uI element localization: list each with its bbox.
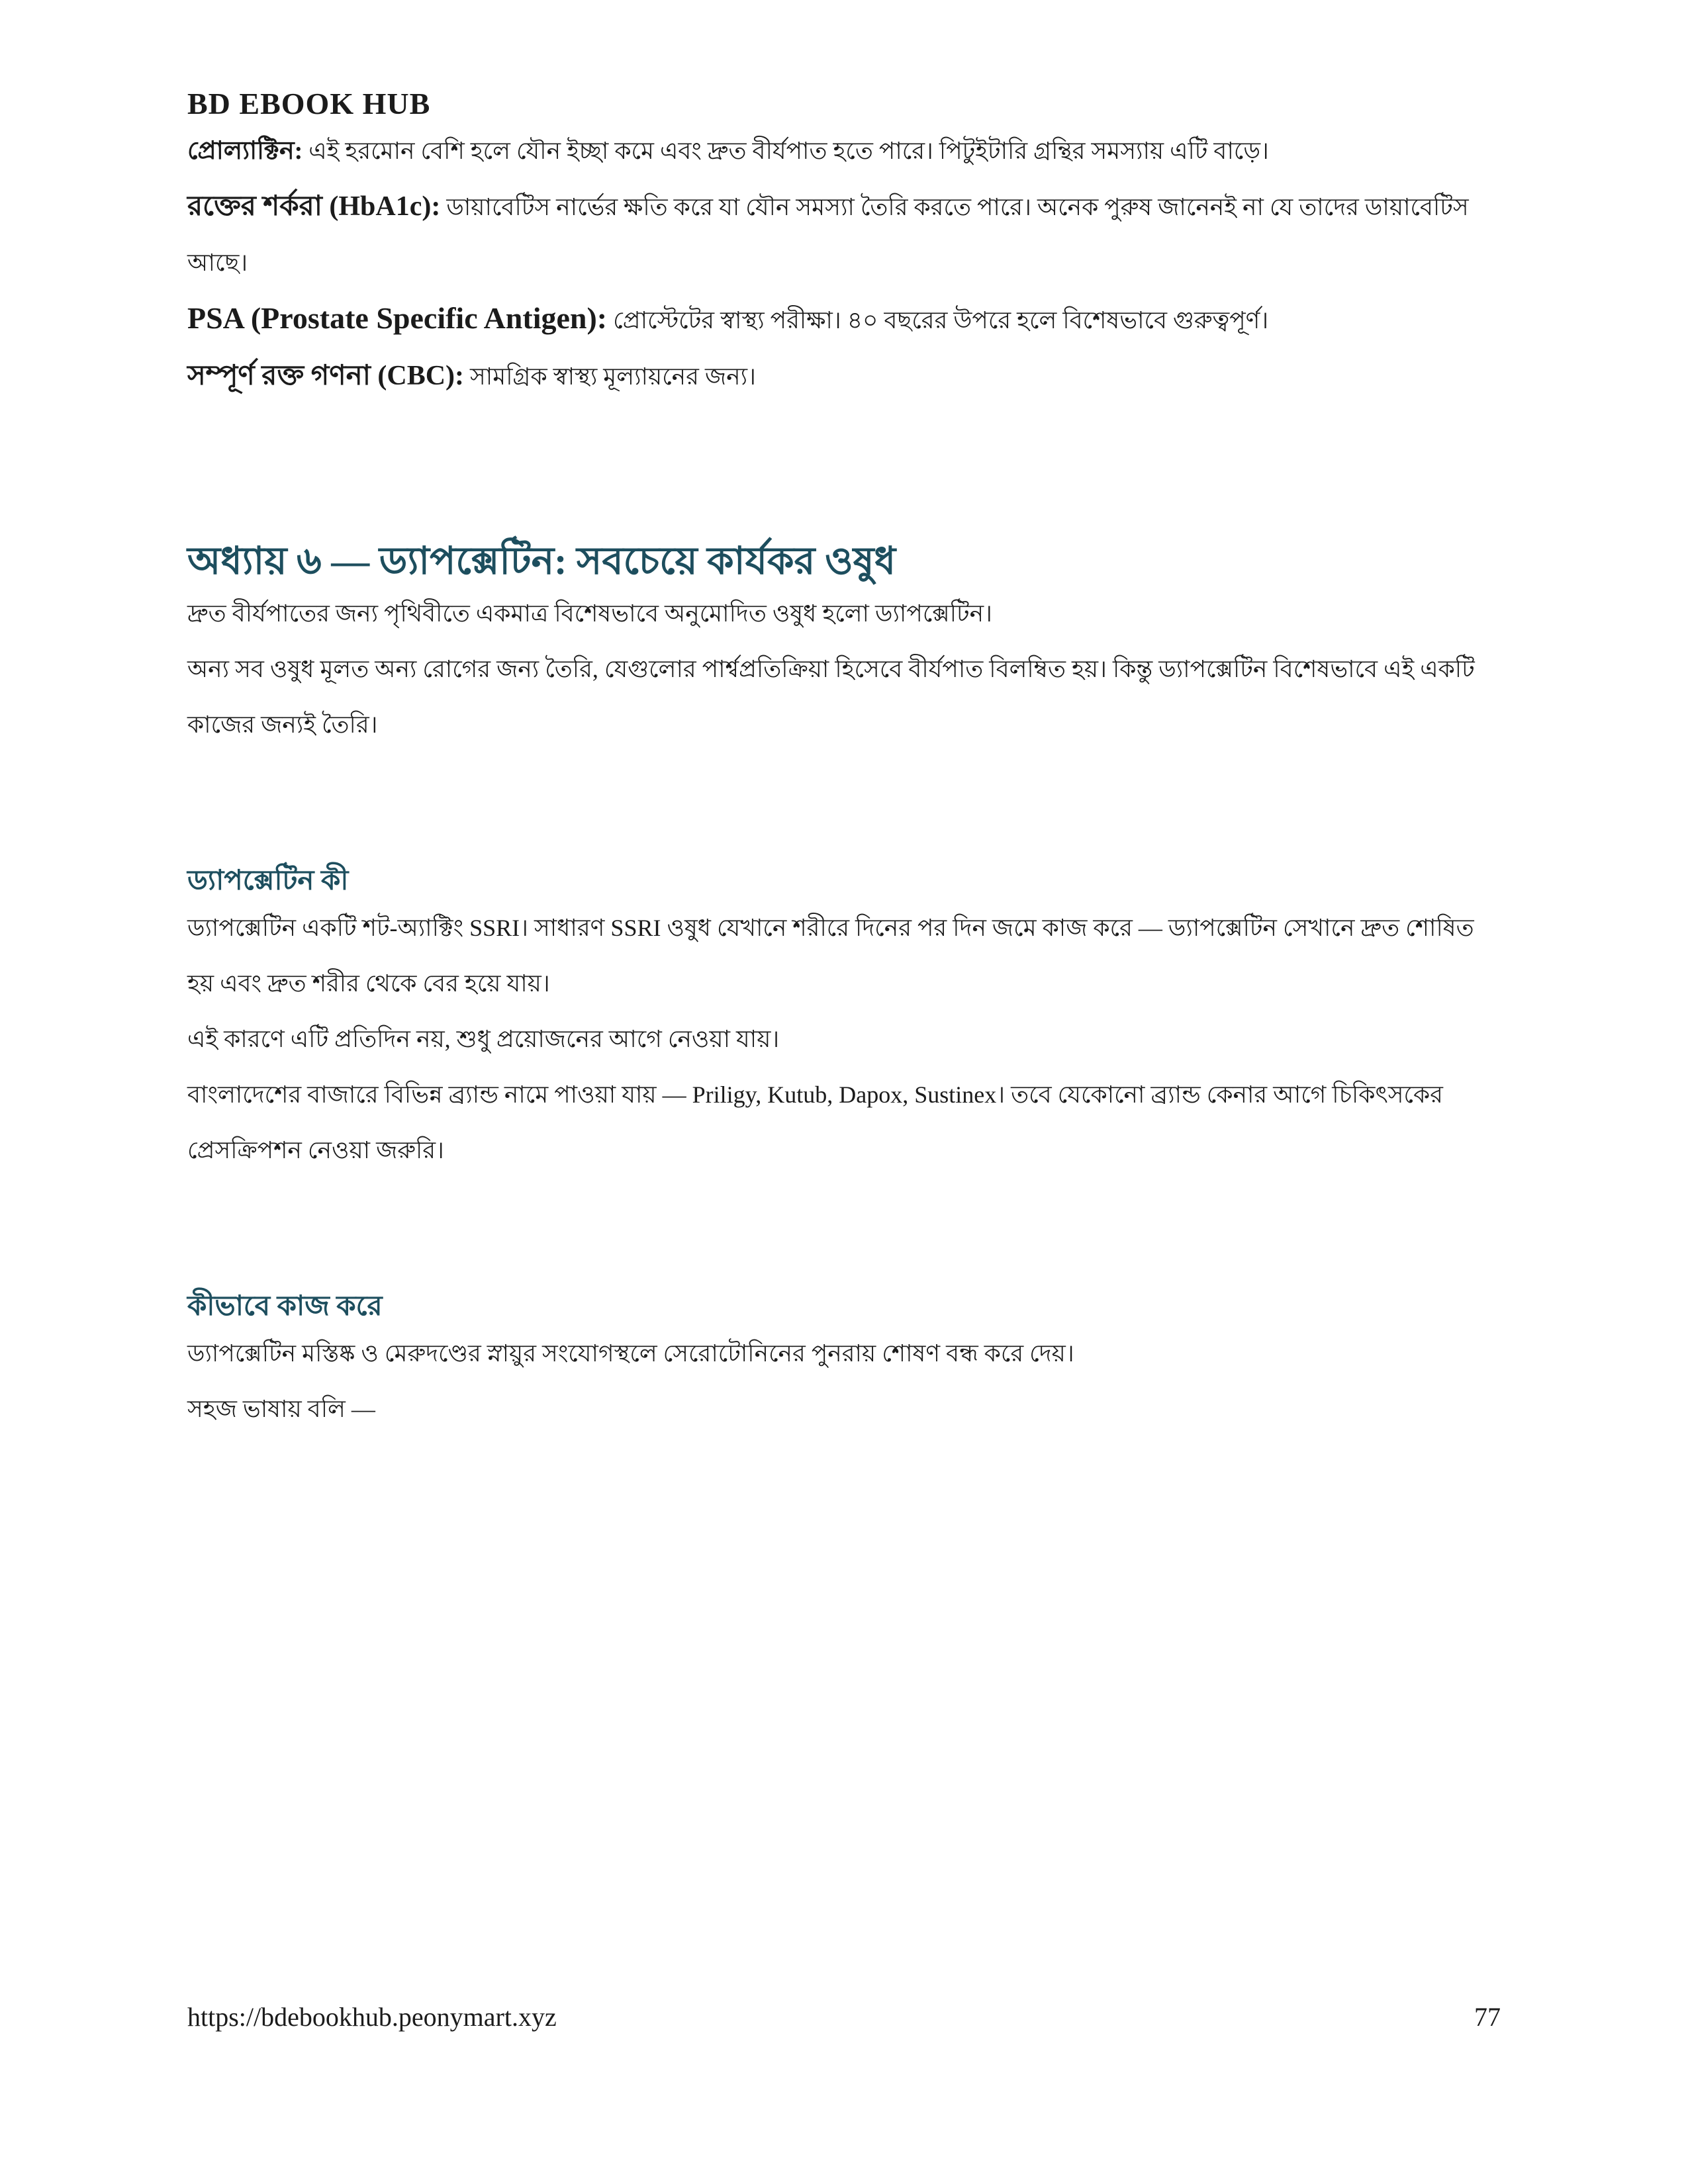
paragraph-daily-use: এই কারণে এটি প্রতিদিন নয়, শুধু প্রয়োজনের আগে নেওয়া যায়।: [187, 1026, 780, 1052]
header-brand: BD EBOOK HUB: [187, 87, 431, 120]
paragraph-brands: বাংলাদেশের বাজারে বিভিন্ন ব্র্যান্ড নামে পাওয়া যায় — Priligy, Kutub, Dapox, Sustinex। তবে যেকোনো ব্র্যান্ড কেনার আগে চিকিৎসকের প্রেসক্রিপশন নেওয়া জরুরি।: [187, 1081, 1443, 1163]
paragraph-cbc-text: সামগ্রিক স্বাস্থ্য মূল্যায়নের জন্য।: [470, 363, 756, 390]
paragraph-psa: [187, 291, 1501, 348]
page-content: [187, 0, 1501, 1437]
paragraph-prolactin: [187, 123, 1501, 179]
paragraph-cbc: [187, 348, 1501, 404]
paragraph-mechanism: ড্যাপক্সেটিন মস্তিষ্ক ও মেরুদণ্ডের স্নায়ুর সংযোগস্থলে সেরোটোনিনের পুনরায় শোষণ বন্ধ করে দেয়।: [187, 1340, 1074, 1367]
paragraph-prolactin-text: এই হরমোন বেশি হলে যৌন ইচ্ছা কমে এবং দ্রুত বীর্যপাত হতে পারে। পিটুইটারি গ্রন্থির সমস্যায় এটি বাড়ে।: [308, 138, 1269, 164]
section-heading-how-it-works: কীভাবে কাজ করে: [187, 1291, 383, 1322]
paragraph-ssri: ড্যাপক্সেটিন একটি শট-অ্যাক্টিং SSRI। সাধারণ SSRI ওষুধ যেখানে শরীরে দিনের পর দিন জমে কাজ করে — ড্যাপক্সেটিন সেখানে দ্রুত শোষিত হয় এবং দ্রুত শরীর থেকে বের হয়ে যায়।: [187, 915, 1474, 997]
paragraph-simple-words: সহজ ভাষায় বলি —: [187, 1396, 375, 1422]
section-heading-what-is-dapoxetine: ড্যাপক্সেটিন কী: [187, 866, 349, 896]
paragraph-psa-text: প্রোস্টেটের স্বাস্থ্য পরীক্ষা। ৪০ বছরের উপরে হলে বিশেষভাবে গুরুত্বপূর্ণ।: [613, 307, 1269, 334]
paragraph-psa-lead: PSA (Prostate Specific Antigen):: [187, 301, 608, 335]
paragraph-prolactin-lead: প্রোল্যাক্টিন:: [187, 137, 303, 165]
page-number: 77: [1474, 2002, 1501, 2032]
page-footer: [187, 2000, 1501, 2034]
chapter-heading: অধ্যায় ৬ — ড্যাপক্সেটিন: সবচেয়ে কার্যকর ওষুধ: [187, 539, 896, 582]
footer-url: https://bdebookhub.peonymart.xyz: [187, 2002, 557, 2032]
paragraph-hba1c-lead: রক্তের শর্করা (HbA1c):: [187, 191, 441, 222]
paragraph-other-drugs: অন্য সব ওষুধ মূলত অন্য রোগের জন্য তৈরি, যেগুলোর পার্শ্বপ্রতিক্রিয়া হিসেবে বীর্যপাত বিলম্বিত হয়। কিন্তু ড্যাপক্সেটিন বিশেষভাবে এই একটি কাজের জন্যই তৈরি।: [187, 656, 1475, 738]
paragraph-hba1c: [187, 179, 1501, 291]
paragraph-intro: দ্রুত বীর্যপাতের জন্য পৃথিবীতে একমাত্র বিশেষভাবে অনুমোদিত ওষুধ হলো ড্যাপক্সেটিন।: [187, 600, 993, 627]
paragraph-cbc-lead: সম্পূর্ণ রক্ত গণনা (CBC):: [187, 361, 465, 391]
paragraph-hba1c-text: ডায়াবেটিস নার্ভের ক্ষতি করে যা যৌন সমস্যা তৈরি করতে পারে। অনেক পুরুষ জানেনই না যে তাদের ডায়াবেটিস আছে।: [187, 194, 1469, 276]
